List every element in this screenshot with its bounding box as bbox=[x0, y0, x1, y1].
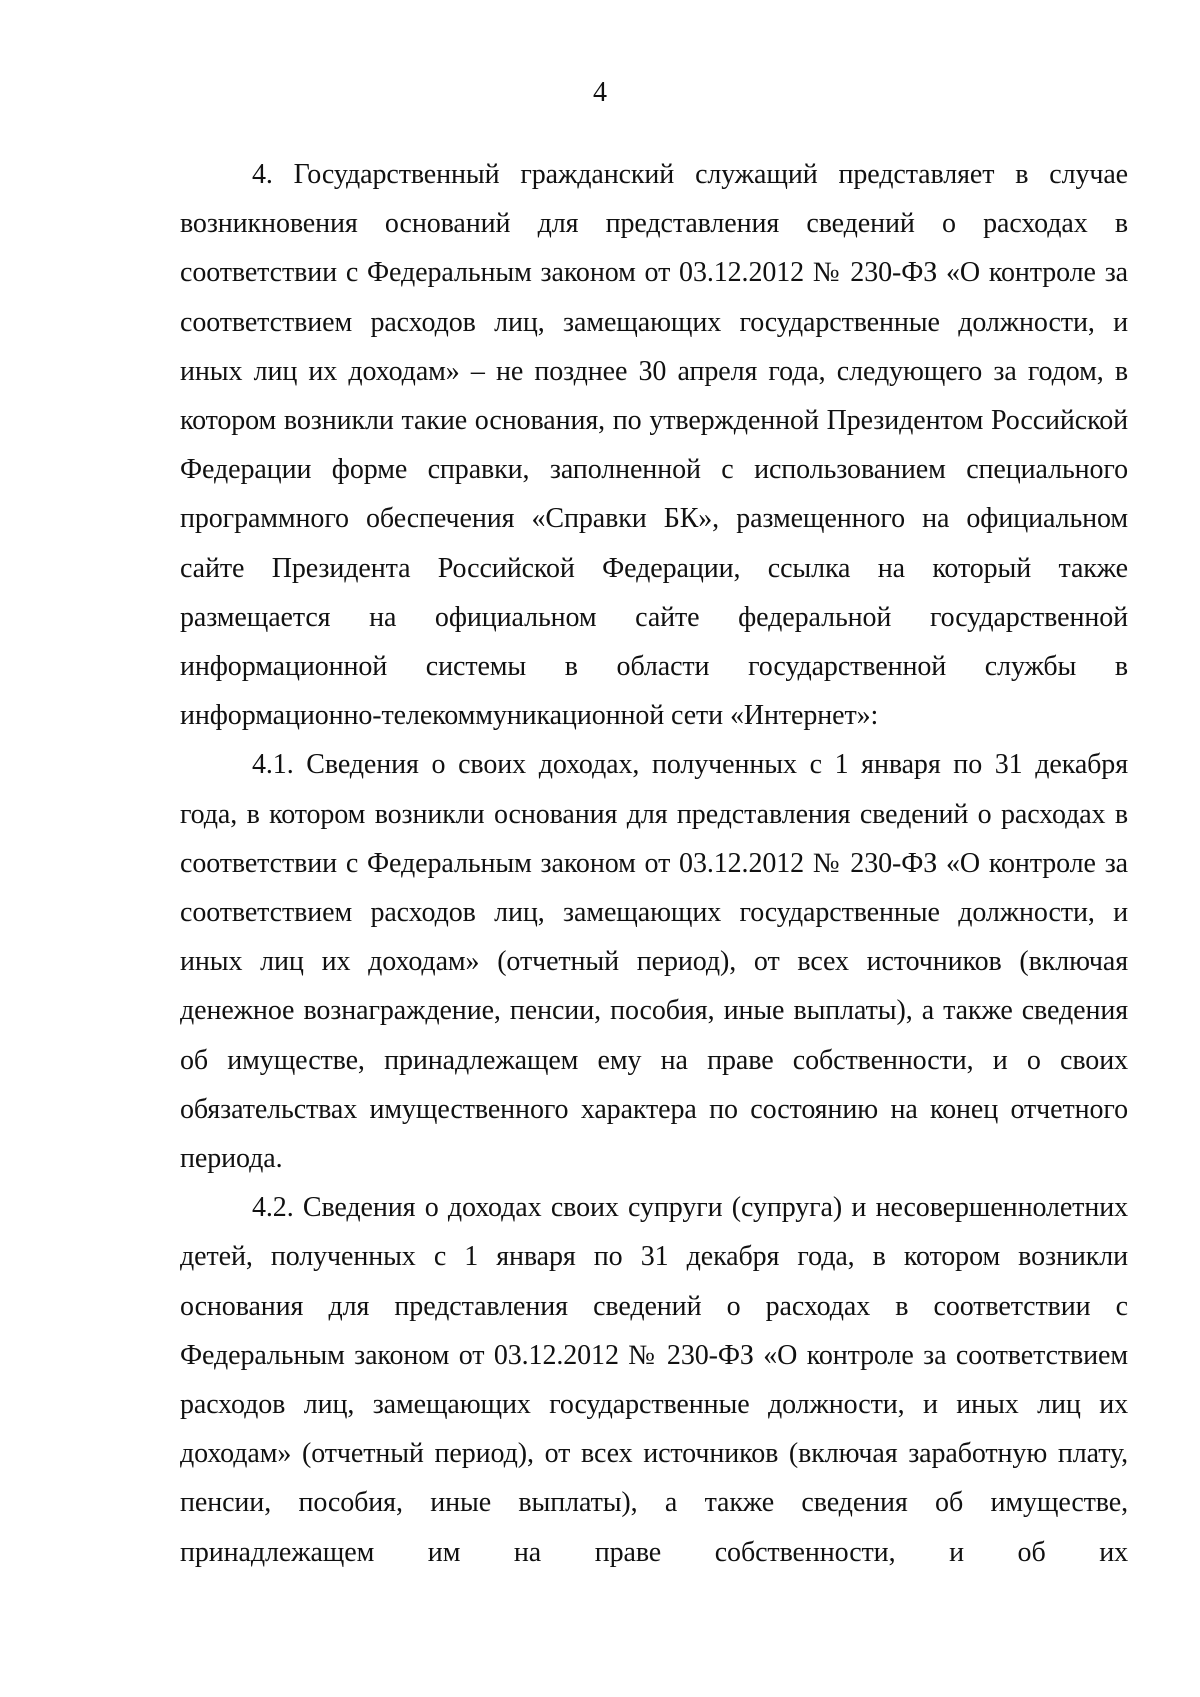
paragraph-4-2: 4.2. Сведения о доходах своих супруги (супруга) и несовершеннолетних детей, полученных с 1 января по 31 декабря года, в котором возникли основания для представления сведений о расходах в соответствии с Федеральным законом от 03.12.2012 № 230-ФЗ «О контроле за соответствием расходов лиц, замещающих государственные должности, и иных лиц их доходам» (отчетный период), от всех источников (включая заработную плату, пенсии, пособия, иные выплаты), а также сведения об имуществе, принадлежащем им на праве собственности, и об их bbox=[180, 1192, 1128, 1568]
paragraph-4: 4. Государственный гражданский служащий представляет в случае возникновения оснований для представления сведений о расходах в соответствии с Федеральным законом от 03.12.2012 № 230-ФЗ «О контроле за соответствием расходов лиц, замещающих государственные должности, и иных лиц их доходам» – не позднее 30 апреля года, следующего за годом, в котором возникли такие основания, по утвержденной Президентом Российской Федерации форме справки, заполненной с использованием специального программного обеспечения «Справки БК», размещенного на официальном сайте Президента Российской Федерации, ссылка на который также размещается на официальном сайте федеральной государственной информационной системы в области государственной службы в информационно-телекоммуникационной сети «Интернет»: bbox=[180, 159, 1128, 732]
document-body bbox=[180, 150, 1128, 1577]
paragraph-4-1: 4.1. Сведения о своих доходах, полученных с 1 января по 31 декабря года, в котором возникли основания для представления сведений о расходах в соответствии с Федеральным законом от 03.12.2012 № 230-ФЗ «О контроле за соответствием расходов лиц, замещающих государственные должности, и иных лиц их доходам» (отчетный период), от всех источников (включая денежное вознаграждение, пенсии, пособия, иные выплаты), а также сведения об имуществе, принадлежащем ему на праве собственности, и о своих обязательствах имущественного характера по состоянию на конец отчетного периода. bbox=[180, 749, 1128, 1175]
page-number: 4 bbox=[593, 77, 607, 108]
